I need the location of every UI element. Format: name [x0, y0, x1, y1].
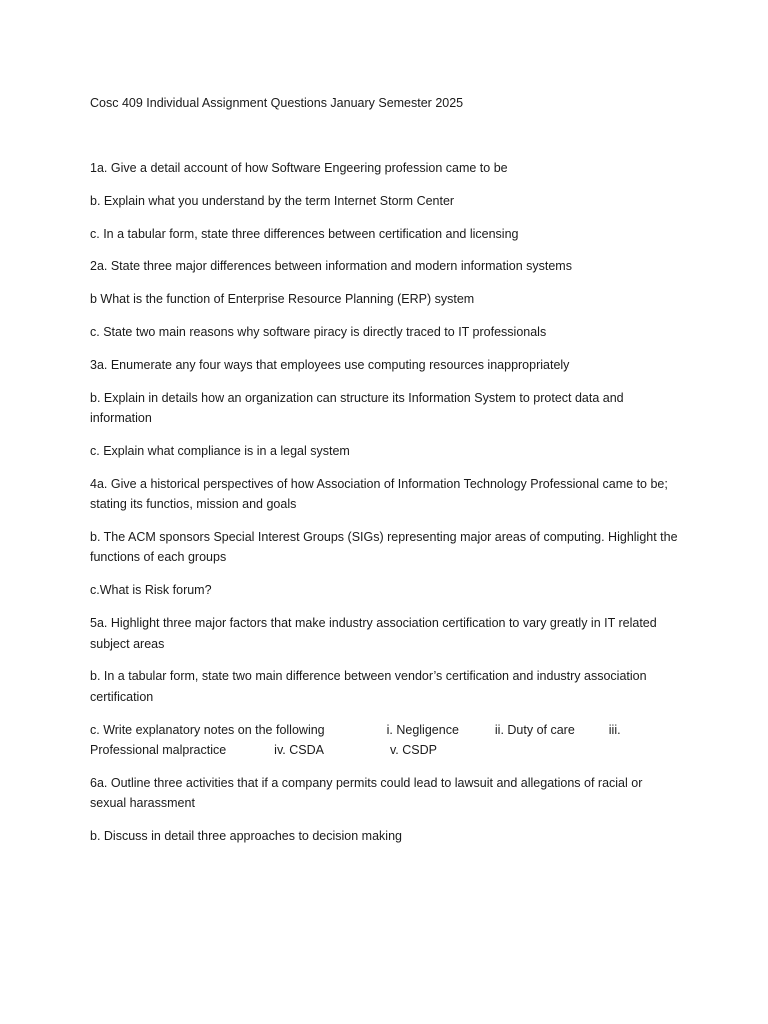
question-2b: b What is the function of Enterprise Resource Planning (ERP) system — [90, 292, 475, 307]
question-1b: b. Explain what you understand by the term Internet Storm Center — [90, 193, 455, 208]
question-1a: 1a. Give a detail account of how Software Engeering profession came to be — [90, 161, 508, 175]
question-5a: 5a. Highlight three major factors that make industry association certification to vary greatly in IT related subject areas — [90, 616, 657, 651]
question-6b: b. Discuss in detail three approaches to decision making — [90, 829, 402, 844]
question-5c — [90, 720, 680, 761]
question-3c: c. Explain what compliance is in a legal system — [90, 443, 350, 458]
question-5c-item-csda: iv. CSDA — [274, 743, 324, 758]
document-title: Cosc 409 Individual Assignment Questions January Semester 2025 — [90, 96, 464, 110]
question-5b: b. In a tabular form, state two main difference between vendor’s certification and industry association certification — [90, 669, 647, 704]
question-1c: c. In a tabular form, state three differences between certification and licensing — [90, 226, 519, 241]
question-4a: 4a. Give a historical perspectives of how Association of Information Technology Professional came to be; stating its functios, mission and goals — [90, 476, 668, 512]
question-2a: 2a. State three major differences between information and modern information systems — [90, 259, 572, 274]
question-5c-item-duty-of-care: ii. Duty of care — [494, 722, 575, 737]
question-2c: c. State two main reasons why software piracy is directly traced to IT professionals — [90, 324, 547, 339]
question-3a: 3a. Enumerate any four ways that employees use computing resources inappropriately — [90, 357, 570, 372]
question-6a: 6a. Outline three activities that if a company permits could lead to lawsuit and allegations of racial or sexual harassment — [90, 775, 643, 811]
question-4b: b. The ACM sponsors Special Interest Groups (SIGs) representing major areas of computing. Highlight the functions of each groups — [90, 529, 678, 565]
question-5c-item-csdp: v. CSDP — [389, 743, 437, 758]
question-5c-lead: c. Write explanatory notes on the following — [90, 722, 325, 737]
question-3b: b. Explain in details how an organization can structure its Information System to protect data and information — [90, 390, 624, 426]
question-4c: c.What is Risk forum? — [90, 583, 212, 598]
question-list — [90, 158, 680, 859]
question-5c-item-professional-malpractice: iii. Professional malpractice — [90, 722, 621, 758]
question-5c-item-negligence: i. Negligence — [386, 722, 459, 737]
